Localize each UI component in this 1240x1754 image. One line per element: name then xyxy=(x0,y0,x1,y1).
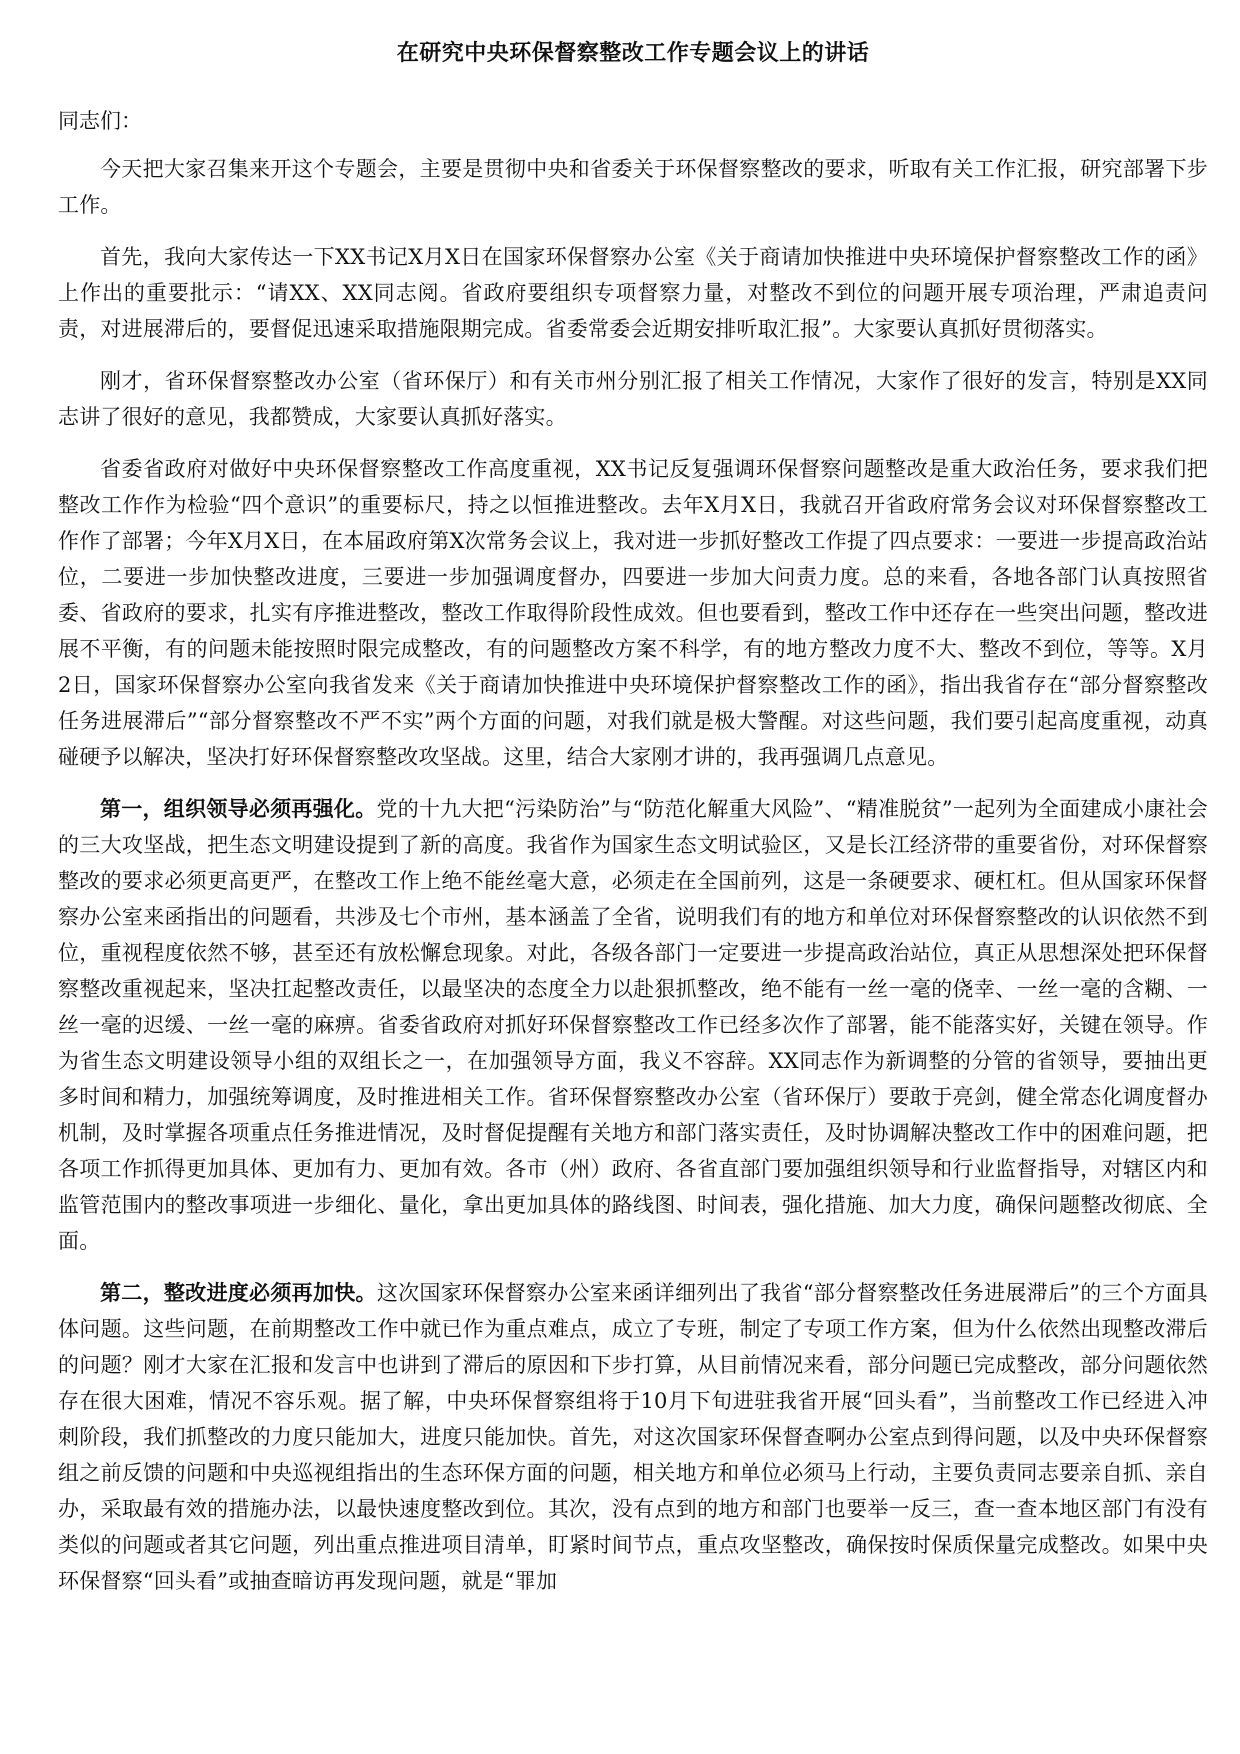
paragraph-4 xyxy=(58,451,1208,775)
section-heading-second: 第二，整改进度必须再加快。 xyxy=(100,1280,377,1305)
paragraph-text: 刚才，省环保督察整改办公室（省环保厅）和有关市州分别汇报了相关工作情况，大家作了很好的发言，特别是XX同志讲了很好的意见，我都赞成，大家要认真抓好落实。 xyxy=(58,369,1208,429)
paragraph-text: 今天把大家召集来开这个专题会，主要是贯彻中央和省委关于环保督察整改的要求，听取有关工作汇报，研究部署下步工作。 xyxy=(58,157,1208,217)
paragraph-text: 省委省政府对做好中央环保督察整改工作高度重视，XX书记反复强调环保督察问题整改是重大政治任务，要求我们把整改工作作为检验“四个意识”的重要标尺，持之以恒推进整改。去年X月X日，我就召开省政府常务会议对环保督察整改工作作了部署；今年X月X日，在本届政府第X次常务会议上，我对进一步抓好整改工作提了四点要求：一要进一步提高政治站位，二要进一步加快整改进度，三要进一步加强调度督办，四要进一步加大问责力度。总的来看，各地各部门认真按照省委、省政府的要求，扎实有序推进整改，整改工作取得阶段性成效。但也要看到，整改工作中还存在一些突出问题，整改进展不平衡，有的问题未能按照时限完成整改，有的问题整改方案不科学，有的地方整改力度不大、整改不到位，等等。X月2日，国家环保督察办公室向我省发来《关于商请加快推进中央环境保护督察整改工作的函》，指出我省存在“部分督察整改任务进展滞后”“部分督察整改不严不实”两个方面的问题，对我们就是极大警醒。对这些问题，我们要引起高度重视，动真碰硬予以解决，坚决打好环保督察整改攻坚战。这里，结合大家刚才讲的，我再强调几点意见。 xyxy=(58,457,1208,769)
section-heading-first: 第一，组织领导必须再强化。 xyxy=(100,796,377,821)
paragraph-5 xyxy=(58,791,1208,1259)
document-title: 在研究中央环保督察整改工作专题会议上的讲话 xyxy=(396,40,870,66)
paragraph-2 xyxy=(58,239,1208,347)
paragraph-3 xyxy=(58,363,1208,435)
paragraph-text: 首先，我向大家传达一下XX书记X月X日在国家环保督察办公室《关于商请加快推进中央环境保护督察整改工作的函》上作出的重要批示：“请XX、XX同志阅。省政府要组织专项督察力量，对整改不到位的问题开展专项治理，严肃追责问责，对进展滞后的，要督促迅速采取措施限期完成。省委常委会近期安排听取汇报”。大家要认真抓好贯彻落实。 xyxy=(58,245,1208,341)
paragraph-text: 党的十九大把“污染防治”与“防范化解重大风险”、“精准脱贫”一起列为全面建成小康社会的三大攻坚战，把生态文明建设提到了新的高度。我省作为国家生态文明试验区，又是长江经济带的重要省份，对环保督察整改的要求必须更高更严，在整改工作上绝不能丝毫大意，必须走在全国前列，这是一条硬要求、硬杠杠。但从国家环保督察办公室来函指出的问题看，共涉及七个市州，基本涵盖了全省，说明我们有的地方和单位对环保督察整改的认识依然不到位，重视程度依然不够，甚至还有放松懈怠现象。对此，各级各部门一定要进一步提高政治站位，真正从思想深处把环保督察整改重视起来，坚决扛起整改责任，以最坚决的态度全力以赴狠抓整改，绝不能有一丝一毫的侥幸、一丝一毫的含糊、一丝一毫的迟缓、一丝一毫的麻痹。省委省政府对抓好环保督察整改工作已经多次作了部署，能不能落实好，关键在领导。作为省生态文明建设领导小组的双组长之一，在加强领导方面，我义不容辞。XX同志作为新调整的分管的省领导，要抽出更多时间和精力，加强统筹调度，及时推进相关工作。省环保督察整改办公室（省环保厅）要敢于亮剑，健全常态化调度督办机制，及时掌握各项重点任务推进情况，及时督促提醒有关地方和部门落实责任，及时协调解决整改工作中的困难问题，把各项工作抓得更加具体、更加有力、更加有效。各市（州）政府、各省直部门要加强组织领导和行业监督指导，对辖区内和监管范围内的整改事项进一步细化、量化，拿出更加具体的路线图、时间表，强化措施、加大力度，确保问题整改彻底、全面。 xyxy=(58,797,1208,1253)
paragraph-1 xyxy=(58,151,1208,223)
paragraph-6 xyxy=(58,1275,1208,1599)
paragraph-text: 这次国家环保督察办公室来函详细列出了我省“部分督察整改任务进展滞后”的三个方面具体问题。这些问题，在前期整改工作中就已作为重点难点，成立了专班，制定了专项工作方案，但为什么依然出现整改滞后的问题？刚才大家在汇报和发言中也讲到了滞后的原因和下步打算，从目前情况来看，部分问题已完成整改，部分问题依然存在很大困难，情况不容乐观。据了解，中央环保督察组将于10月下旬进驻我省开展“回头看”，当前整改工作已经进入冲刺阶段，我们抓整改的力度只能加大，进度只能加快。首先，对这次国家环保督查啊办公室点到得问题，以及中央环保督察组之前反馈的问题和中央巡视组指出的生态环保方面的问题，相关地方和单位必须马上行动，主要负责同志要亲自抓、亲自办，采取最有效的措施办法，以最快速度整改到位。其次，没有点到的地方和部门也要举一反三，查一查本地区部门有没有类似的问题或者其它问题，列出重点推进项目清单，盯紧时间节点，重点攻坚整改，确保按时保质保量完成整改。如果中央环保督察“回头看”或抽查暗访再发现问题，就是“罪加 xyxy=(58,1281,1209,1593)
greeting: 同志们： xyxy=(58,109,142,133)
